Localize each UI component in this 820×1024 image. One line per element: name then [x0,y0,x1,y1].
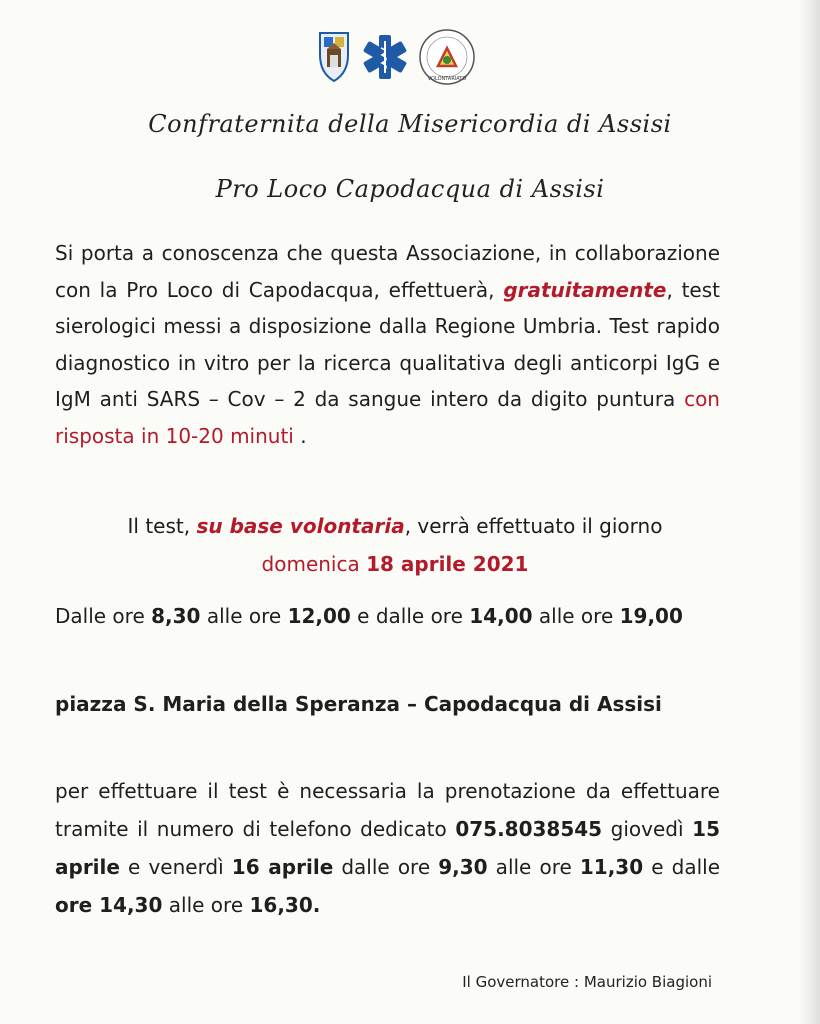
intro-paragraph [55,235,720,454]
signature [462,973,712,991]
booking-text: giovedì [602,817,693,841]
hours-text: Dalle ore [55,604,152,628]
star-of-life-icon [360,32,410,82]
booking-time: 9,30 [438,855,488,879]
hours-text: e dalle ore [350,604,470,628]
booking-paragraph [55,772,720,924]
logo-row [316,24,476,90]
heading-misericordia: Confraternita della Misericordia di Assisi [148,110,672,138]
voluntary-emphasis: su base volontaria [196,514,405,538]
page-edge-shadow [798,0,820,1024]
signature-label: Il Governatore : [462,973,584,991]
hours-time: 12,00 [287,604,351,628]
signature-name: Maurizio Biagioni [583,973,712,991]
hours-time: 8,30 [151,604,201,628]
booking-text: alle ore [487,855,580,879]
phone-number: 075.8038545 [455,817,603,841]
volunteer-seal-icon [418,28,476,86]
free-emphasis: gratuitamente [503,277,667,302]
hours-paragraph [55,598,720,634]
test-line-a: Il test, [127,514,197,538]
date-full: 18 aprile 2021 [366,552,529,576]
response-time: con risposta in 10-20 minuti [55,387,720,448]
hours-text: alle ore [200,604,288,628]
seal-label: VOLONTARIATO [427,76,467,82]
hours-time: 19,00 [619,604,683,628]
coat-of-arms-icon [316,29,352,85]
booking-text: e dalle [643,855,720,879]
heading-pro-loco: Pro Loco Capodacqua di Assisi [215,175,605,203]
event-location: piazza S. Maria della Speranza – Capodacqua di Assisi [55,692,662,716]
date-day: domenica [261,552,367,576]
booking-time: ore 14,30 [55,893,163,917]
booking-text: alle ore [162,893,250,917]
booking-date: 15 aprile [55,817,720,879]
booking-text: dalle ore [333,855,439,879]
booking-date: 16 aprile [231,855,334,879]
booking-text: per effettuare il test è necessaria la prenotazione da effettuare tramite il numero di telefono dedicato [55,779,720,841]
booking-time: 16,30. [249,893,321,917]
test-line [0,510,790,542]
booking-time: 11,30 [579,855,644,879]
hours-time: 14,00 [469,604,533,628]
intro-text-3: . [293,423,307,448]
hours-text: alle ore [532,604,620,628]
test-line-b: , verrà effettuato il giorno [404,514,663,538]
booking-text: e venerdì [119,855,232,879]
intro-text-1: Si porta a conoscenza che questa Associazione, in collaborazione con la Pro Loco di Capodacqua, effettuerà, [55,241,720,302]
intro-text-2: , test sierologici messi a disposizione dalla Regione Umbria. Test rapido diagnostico in vitro per la ricerca qualitativa degli anticorpi IgG e IgM anti SARS – Cov – 2 da sangue intero da digito puntura [55,277,721,411]
event-date [0,548,790,580]
